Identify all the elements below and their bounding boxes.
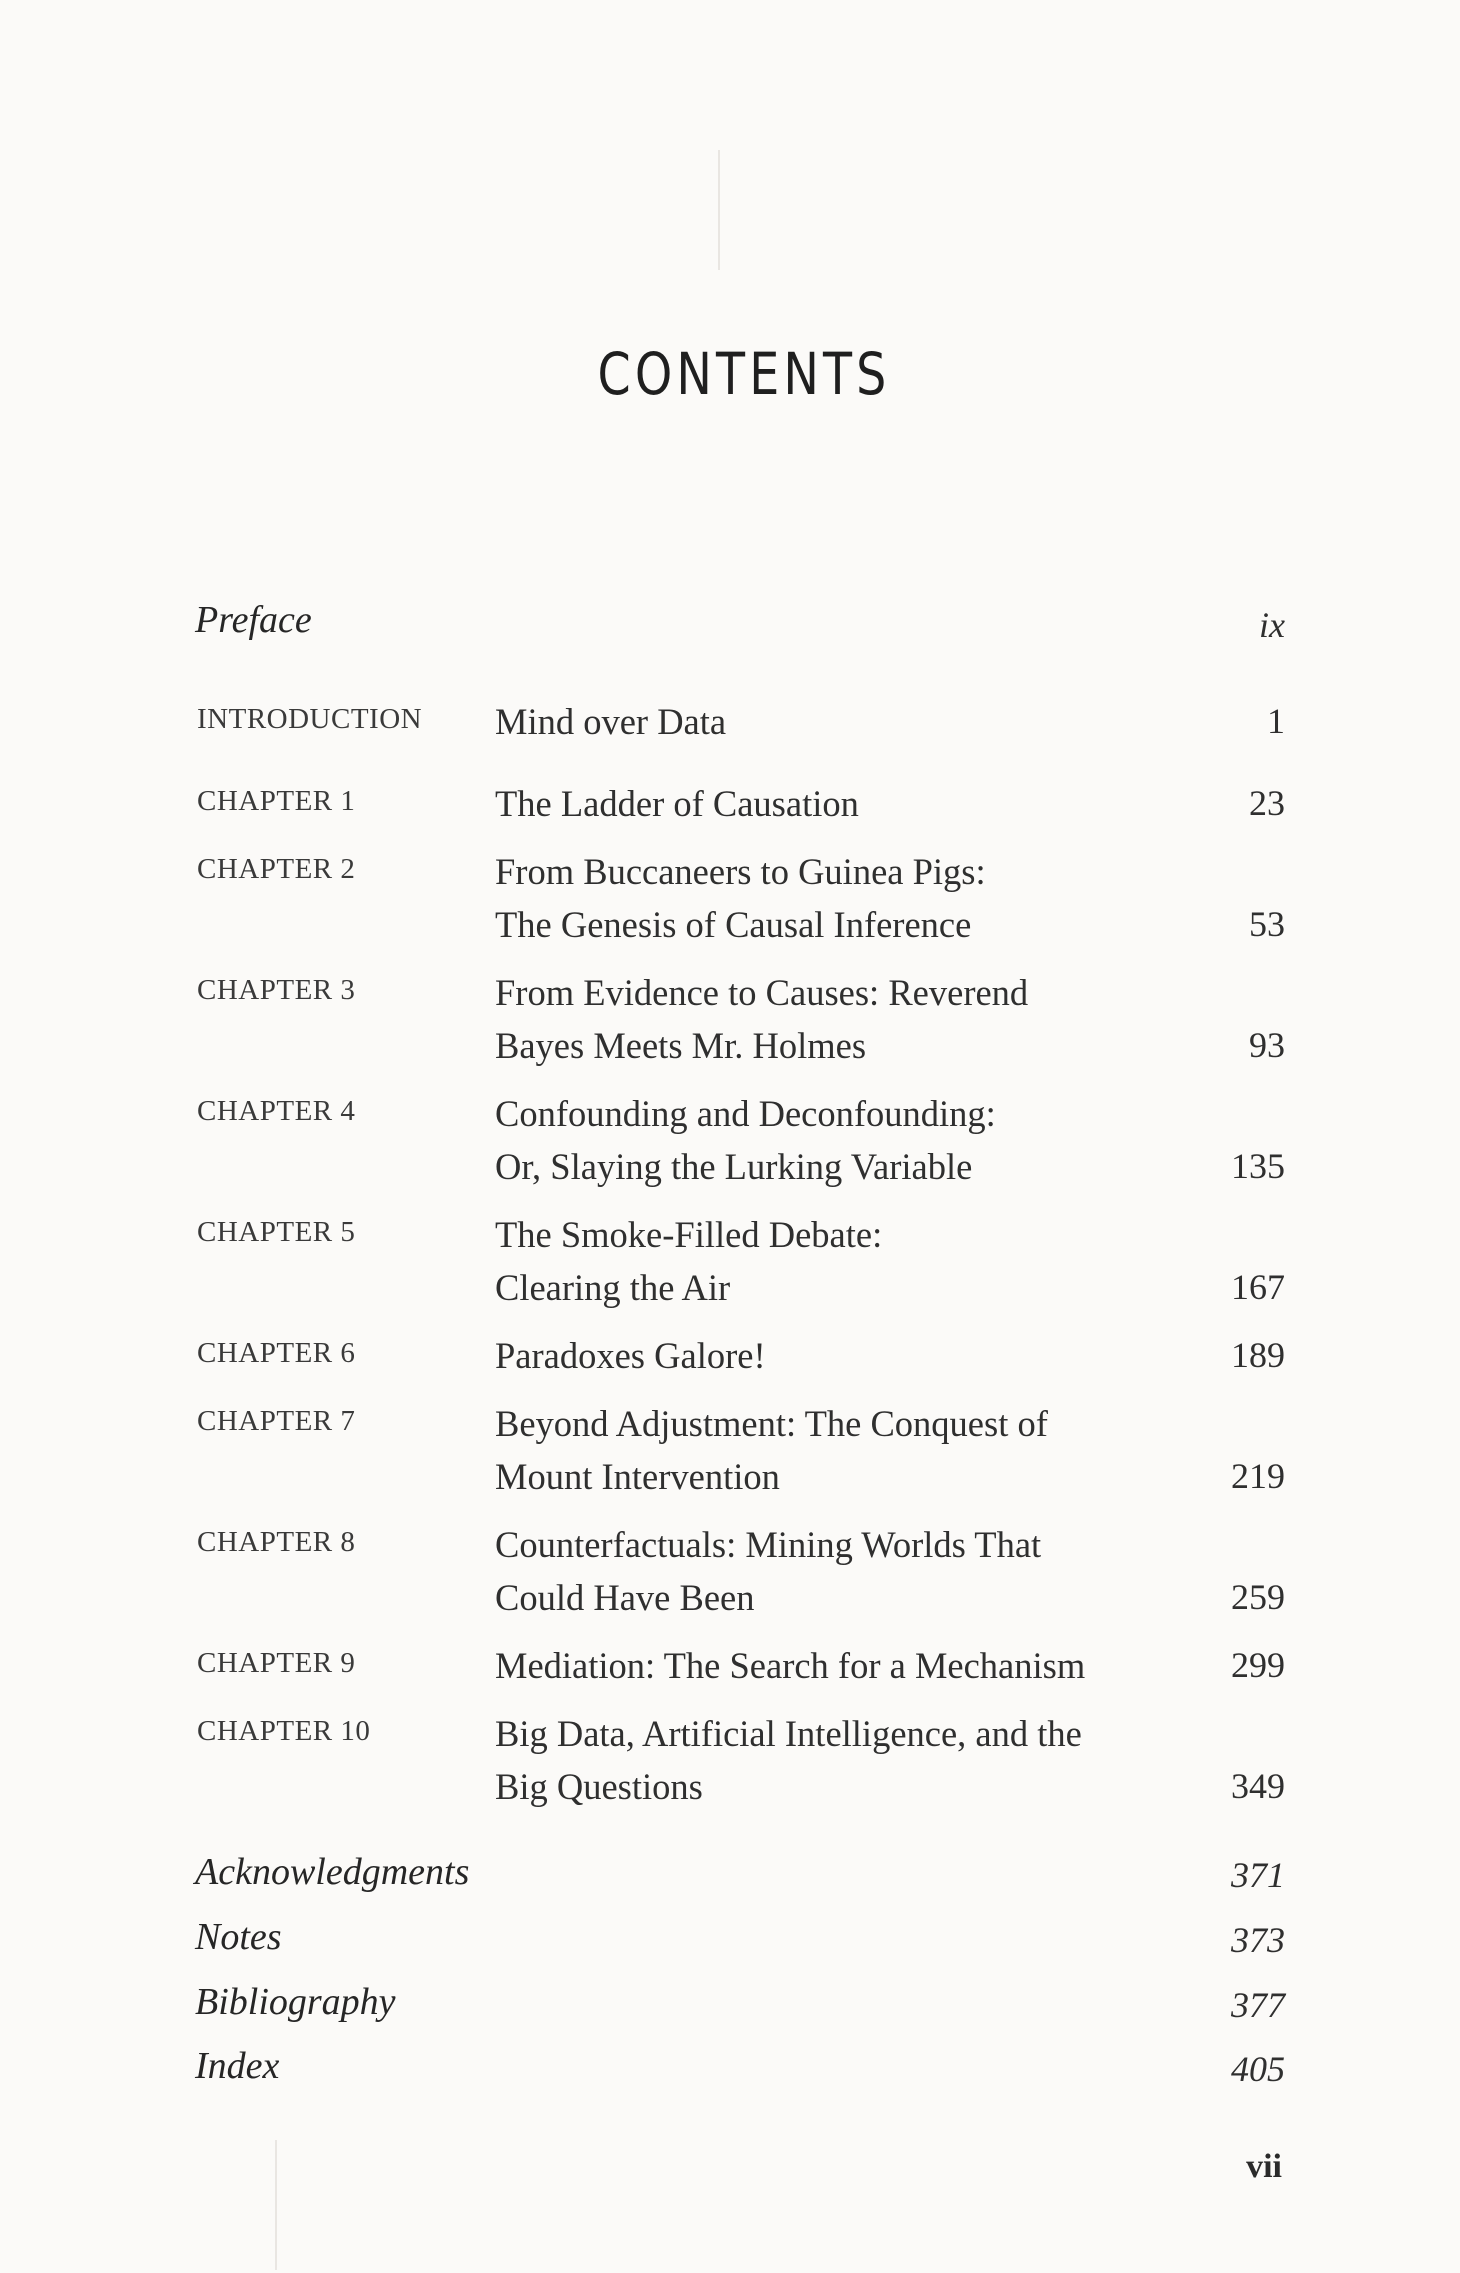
paper-mark [718, 150, 720, 270]
page-number: 299 [1231, 1645, 1285, 1685]
backmatter-label: Acknowledgments [195, 1851, 470, 1893]
toc-entry-bibliography[interactable] [195, 1980, 1285, 2040]
page-number: 259 [1231, 1577, 1285, 1617]
chapter-label: CHAPTER 6 [197, 1337, 356, 1369]
chapter-title-line-1: The Smoke-Filled Debate: [495, 1214, 883, 1255]
chapter-label: CHAPTER 7 [197, 1405, 356, 1437]
page-title: CONTENTS [597, 340, 891, 408]
chapter-title-line-2: Could Have Been [495, 1577, 755, 1618]
chapter-label: CHAPTER 5 [197, 1216, 356, 1248]
toc-entry-chapter-10[interactable] [195, 1707, 1285, 1827]
toc-entry-chapter-4[interactable] [195, 1087, 1285, 1207]
page-number: 371 [1231, 1855, 1285, 1895]
page-number: 167 [1231, 1267, 1285, 1307]
toc-entry-acknowledgments[interactable] [195, 1850, 1285, 1910]
chapter-title-line-1: From Buccaneers to Guinea Pigs: [495, 851, 986, 892]
toc-entry-chapter-7[interactable] [195, 1397, 1285, 1517]
paper-mark [275, 2140, 277, 2270]
chapter-label: CHAPTER 3 [197, 974, 356, 1006]
toc-entry-introduction[interactable] [195, 695, 1285, 755]
chapter-title-line-1: From Evidence to Causes: Reverend [495, 972, 1029, 1013]
chapter-label: CHAPTER 4 [197, 1095, 356, 1127]
chapter-title-line-2: Or, Slaying the Lurking Variable [495, 1146, 973, 1187]
toc-entry-chapter-3[interactable] [195, 966, 1285, 1086]
page-number: 373 [1231, 1920, 1285, 1960]
backmatter-label: Bibliography [195, 1981, 396, 2023]
page-number: ix [1259, 605, 1285, 645]
chapter-title-line-1: Big Data, Artificial Intelligence, and the [495, 1713, 1082, 1754]
chapter-title: Mind over Data [495, 701, 727, 742]
backmatter-label: Notes [195, 1916, 282, 1958]
page-number: 349 [1231, 1766, 1285, 1806]
page-number: 1 [1267, 701, 1285, 741]
chapter-title-line-1: Counterfactuals: Mining Worlds That [495, 1524, 1042, 1565]
chapter-label: CHAPTER 2 [197, 853, 356, 885]
toc-entry-chapter-2[interactable] [195, 845, 1285, 965]
page-number: 377 [1231, 1985, 1285, 2025]
chapter-label: CHAPTER 1 [197, 785, 356, 817]
toc-entry-index[interactable] [195, 2044, 1285, 2104]
toc-entry-chapter-9[interactable] [195, 1639, 1285, 1699]
chapter-title-line-1: Beyond Adjustment: The Conquest of [495, 1403, 1048, 1444]
page-number: 219 [1231, 1456, 1285, 1496]
chapter-title-line-2: Bayes Meets Mr. Holmes [495, 1025, 867, 1066]
page-number: 93 [1249, 1025, 1285, 1065]
page-number: 53 [1249, 904, 1285, 944]
folio-page-number: vii [1246, 2148, 1282, 2185]
chapter-title-line-2: Clearing the Air [495, 1267, 731, 1308]
chapter-title: Paradoxes Galore! [495, 1335, 766, 1376]
chapter-title-line-1: Confounding and Deconfounding: [495, 1093, 996, 1134]
page-number: 189 [1231, 1335, 1285, 1375]
chapter-label: CHAPTER 9 [197, 1647, 356, 1679]
toc-entry-chapter-5[interactable] [195, 1208, 1285, 1328]
chapter-label: CHAPTER 10 [197, 1715, 371, 1747]
toc-entry-notes[interactable] [195, 1915, 1285, 1975]
chapter-title-line-2: Mount Intervention [495, 1456, 780, 1497]
chapter-title-line-2: The Genesis of Causal Inference [495, 904, 972, 945]
toc-entry-preface[interactable] [195, 598, 1285, 658]
toc-entry-chapter-1[interactable] [195, 777, 1285, 837]
chapter-title-line-2: Big Questions [495, 1766, 703, 1807]
chapter-title: The Ladder of Causation [495, 783, 859, 824]
backmatter-label: Index [195, 2045, 280, 2087]
page-number: 135 [1231, 1146, 1285, 1186]
page-number: 405 [1231, 2049, 1285, 2089]
chapter-label: INTRODUCTION [197, 703, 423, 735]
chapter-title: Mediation: The Search for a Mechanism [495, 1645, 1086, 1686]
toc-entry-chapter-6[interactable] [195, 1329, 1285, 1389]
chapter-label: CHAPTER 8 [197, 1526, 356, 1558]
frontmatter-label: Preface [195, 599, 312, 641]
page-number: 23 [1249, 783, 1285, 823]
toc-entry-chapter-8[interactable] [195, 1518, 1285, 1638]
